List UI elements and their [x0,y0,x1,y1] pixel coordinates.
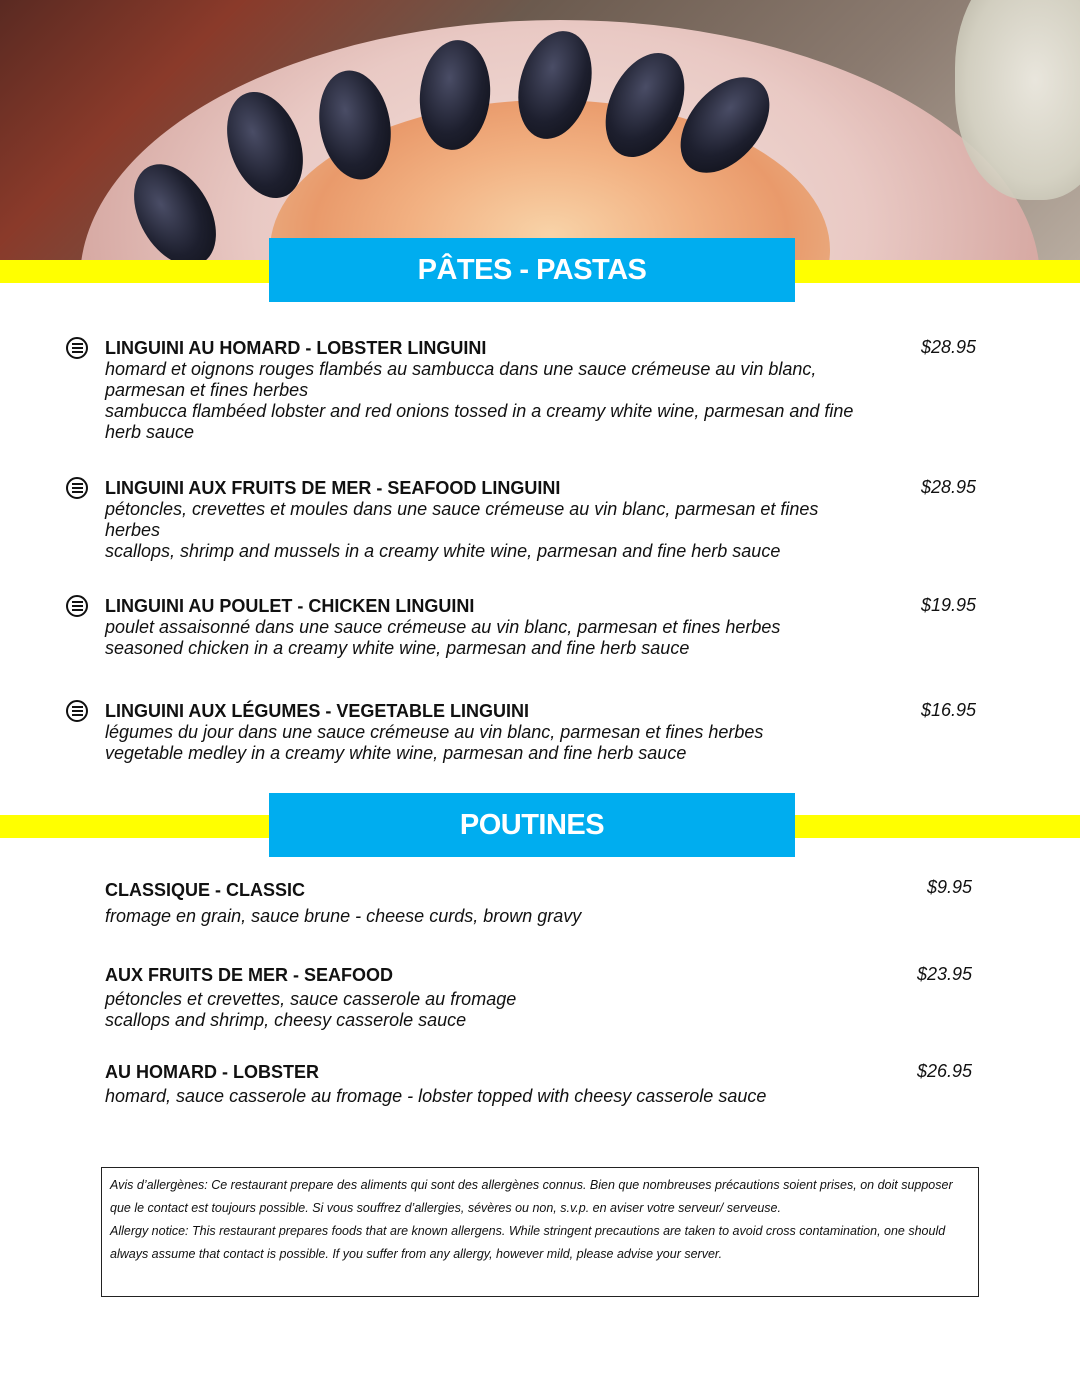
allergy-notice-box [101,1167,979,1297]
allergy-notice-fr: Avis d’allergènes: Ce restaurant prepare des aliments qui sont des allergènes connus. Bien que nombreuses précautions soient prises, on doit supposer que le contact est toujours possible. Si vous souffrez d’allergies, sévères ou non, s.v.p. en aviser votre serveur/ serveuse. [110,1178,953,1215]
item-description-en: scallops and shrimp, cheesy casserole sauce [105,1010,467,1030]
hero-seafood-photo [0,0,1080,260]
item-description-fr: pétoncles, crevettes et moules dans une sauce crémeuse au vin blanc, parmesan et fines herbes [105,499,819,540]
item-description: fromage en grain, sauce brune - cheese curds, brown gravy [105,906,582,926]
allergy-notice-en: Allergy notice: This restaurant prepares foods that are known allergens. While stringent precautions are taken to avoid cross contamination, one should always assume that contact is possible. If you suffer from any allergy, however mild, please advise your server. [110,1224,946,1261]
item-price: $26.95 [916,1061,972,1081]
item-name: AU HOMARD - LOBSTER [105,1062,319,1082]
item-price: $9.95 [926,877,972,897]
menu-lines-circle-icon [66,477,88,499]
item-description-fr: poulet assaisonné dans une sauce crémeuse au vin blanc, parmesan et fines herbes [105,617,781,637]
item-price: $28.95 [920,477,976,497]
item-description-en: scallops, shrimp and mussels in a creamy white wine, parmesan and fine herb sauce [105,541,781,561]
menu-lines-circle-icon [66,337,88,359]
menu-lines-circle-icon [66,700,88,722]
item-name: LINGUINI AUX FRUITS DE MER - SEAFOOD LINGUINI [105,478,561,498]
item-description-fr: pétoncles et crevettes, sauce casserole au fromage [105,989,517,1009]
item-price: $19.95 [920,595,976,615]
item-description: homard, sauce casserole au fromage - lobster topped with cheesy casserole sauce [105,1086,767,1106]
item-name: LINGUINI AU POULET - CHICKEN LINGUINI [105,596,475,616]
menu-lines-circle-icon [66,595,88,617]
item-description-fr: légumes du jour dans une sauce crémeuse au vin blanc, parmesan et fines herbes [105,722,764,742]
item-description-en: vegetable medley in a creamy white wine, parmesan and fine herb sauce [105,743,687,763]
item-price: $16.95 [920,700,976,720]
item-name: LINGUINI AUX LÉGUMES - VEGETABLE LINGUINI [105,701,530,721]
item-name: LINGUINI AU HOMARD - LOBSTER LINGUINI [105,338,487,358]
item-description-en: sambucca flambéed lobster and red onions tossed in a creamy white wine, parmesan and fine herb sauce [105,401,854,442]
item-name: AUX FRUITS DE MER - SEAFOOD [105,965,394,985]
item-description-fr: homard et oignons rouges flambés au sambucca dans une sauce crémeuse au vin blanc, parmesan et fines herbes [105,359,817,400]
item-description-en: seasoned chicken in a creamy white wine, parmesan and fine herb sauce [105,638,690,658]
item-price: $28.95 [920,337,976,357]
item-name: CLASSIQUE - CLASSIC [105,880,306,900]
section-title-pastas: PÂTES - PASTAS [269,238,795,302]
section-title-poutines: POUTINES [269,793,795,857]
item-price: $23.95 [916,964,972,984]
